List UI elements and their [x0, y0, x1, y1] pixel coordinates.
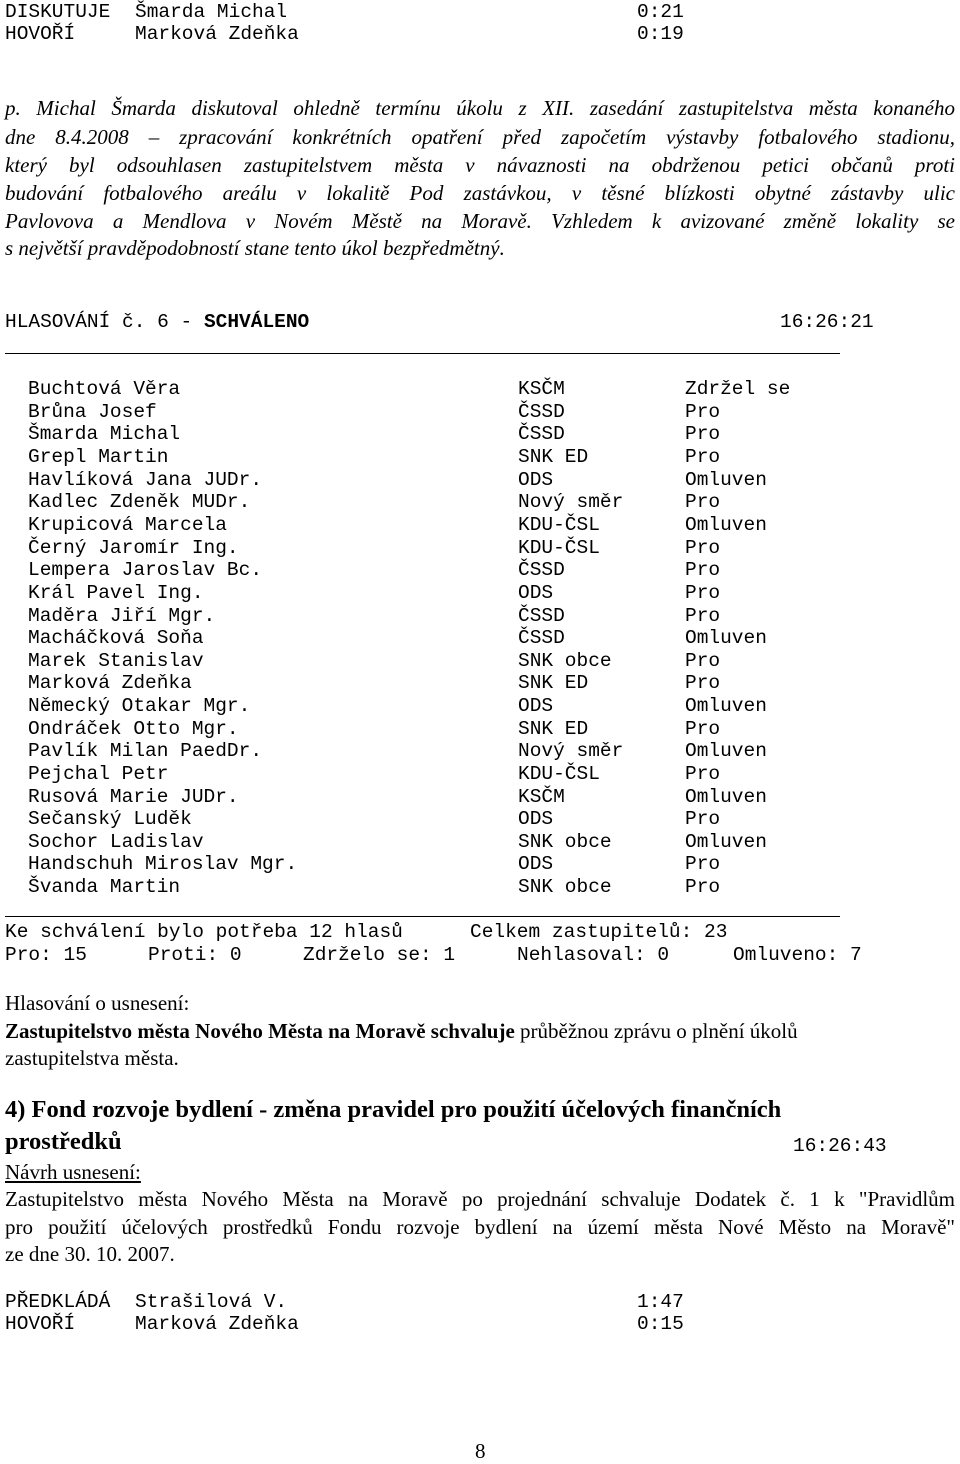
table-row: Pejchal Petr KDU-ČSL Pro — [28, 763, 721, 785]
table-row: Pavlík Milan PaedDr. Nový směr Omluven — [28, 740, 767, 762]
table-row: Německý Otakar Mgr. ODS Omluven — [28, 695, 767, 717]
table-row: Rusová Marie JUDr. KSČM Omluven — [28, 786, 767, 808]
table-row: Maděra Jiří Mgr. ČSSD Pro — [28, 605, 721, 627]
table-row: Brůna Josef ČSSD Pro — [28, 401, 721, 423]
summary-total: Celkem zastupitelů: 23 — [470, 921, 728, 943]
table-row: Macháčková Soňa ČSSD Omluven — [28, 627, 767, 649]
table-row: Handschuh Miroslav Mgr. ODS Pro — [28, 853, 721, 875]
proposal-label: Návrh usnesení: — [5, 1160, 141, 1184]
page-number: 8 — [475, 1439, 486, 1463]
section-title-line-1: 4) Fond rozvoje bydlení - změna pravidel pro použití účelových finančních — [5, 1096, 782, 1123]
proposal-line-2: pro použití účelových prostředků Fondu rozvoje bydlení na území města Nové Město na Moravě" — [5, 1215, 955, 1239]
discussion-line-4: budování fotbalového areálu v lokalitě Pod zastávkou, v těsné blízkosti obytné zástavby ulic — [5, 181, 955, 205]
discussion-line-5: Pavlovova a Mendlova v Novém Městě na Moravě. Vzhledem k avizované změně lokality se — [5, 209, 955, 233]
vote-header-prefix: HLASOVÁNÍ č. 6 - — [5, 311, 204, 333]
table-row: Sochor Ladislav SNK obce Omluven — [28, 831, 767, 853]
discussion-line-2: dne 8.4.2008 – zpracování konkrétních opatření před započetím výstavby fotbalového stadionu, — [5, 125, 955, 149]
table-row: Černý Jaromír Ing. KDU-ČSL Pro — [28, 537, 721, 559]
rule-bottom — [5, 916, 840, 917]
summary-nehlasoval: Nehlasoval: 0 — [517, 944, 670, 966]
vote-time: 16:26:21 — [780, 311, 874, 333]
vote-result: SCHVÁLENO — [203, 311, 310, 333]
speaker-time-1: 0:21 — [637, 1, 684, 23]
rule-top — [5, 353, 840, 354]
summary-needed: Ke schválení bylo potřeba 12 hlasů — [5, 921, 403, 943]
resolution-rest: průběžnou zprávu o plnění úkolů — [514, 1019, 798, 1043]
proposal-line-1: Zastupitelstvo města Nového Města na Moravě po projednání schvaluje Dodatek č. 1 k "Pravidlům — [5, 1187, 955, 1211]
proposal-line-3: ze dne 30. 10. 2007. — [5, 1242, 175, 1266]
speaker-time-3: 1:47 — [637, 1291, 684, 1313]
resolution-label: Hlasování o usnesení: — [5, 991, 190, 1015]
section-title-line-2: prostředků — [5, 1128, 122, 1155]
table-row: Kadlec Zdeněk MUDr. Nový směr Pro — [28, 491, 721, 513]
table-row: Král Pavel Ing. ODS Pro — [28, 582, 721, 604]
resolution-line-2: zastupitelstva města. — [5, 1046, 179, 1070]
resolution-bold: Zastupitelstvo města Nového Města na Moravě schvaluje — [5, 1019, 515, 1043]
summary-pro: Pro: 15 — [5, 944, 87, 966]
resolution-line-1 — [5, 1019, 798, 1044]
speaker-name-1: Šmarda Michal — [135, 1, 288, 23]
table-row: Buchtová Věra KSČM Zdržel se — [28, 378, 791, 400]
summary-proti: Proti: 0 — [148, 944, 242, 966]
table-row: Šmarda Michal ČSSD Pro — [28, 423, 721, 445]
table-row: Havlíková Jana JUDr. ODS Omluven — [28, 469, 767, 491]
speaker-role-3: PŘEDKLÁDÁ — [5, 1291, 111, 1313]
speaker-time-4: 0:15 — [637, 1313, 684, 1335]
speaker-role-2: HOVOŘÍ — [5, 23, 76, 45]
table-row: Lempera Jaroslav Bc. ČSSD Pro — [28, 559, 721, 581]
speaker-name-2: Marková Zdeňka — [135, 23, 299, 45]
speaker-time-2: 0:19 — [637, 23, 684, 45]
table-row: Marková Zdeňka SNK ED Pro — [28, 672, 721, 694]
speaker-name-3: Strašilová V. — [135, 1291, 288, 1313]
speaker-name-4: Marková Zdeňka — [135, 1313, 299, 1335]
summary-omluveno: Omluveno: 7 — [733, 944, 862, 966]
table-row: Ondráček Otto Mgr. SNK ED Pro — [28, 718, 721, 740]
table-row: Grepl Martin SNK ED Pro — [28, 446, 721, 468]
summary-zdrzelo: Zdrželo se: 1 — [303, 944, 456, 966]
vote-header — [5, 311, 309, 333]
table-row: Švanda Martin SNK obce Pro — [28, 876, 721, 898]
table-row: Marek Stanislav SNK obce Pro — [28, 650, 721, 672]
speaker-role-4: HOVOŘÍ — [5, 1313, 76, 1335]
discussion-line-6: s největší pravděpodobností stane tento úkol bezpředmětný. — [5, 236, 505, 260]
table-row: Krupicová Marcela KDU-ČSL Omluven — [28, 514, 767, 536]
speaker-role-1: DISKUTUJE — [5, 1, 111, 23]
discussion-line-1: p. Michal Šmarda diskutoval ohledně termínu úkolu z XII. zasedání zastupitelstva města konaného — [5, 96, 955, 120]
table-row: Sečanský Luděk ODS Pro — [28, 808, 721, 830]
discussion-line-3: který byl odsouhlasen zastupitelstvem města v návaznosti na obdrženou petici občanů proti — [5, 153, 955, 177]
section-time: 16:26:43 — [793, 1135, 887, 1157]
